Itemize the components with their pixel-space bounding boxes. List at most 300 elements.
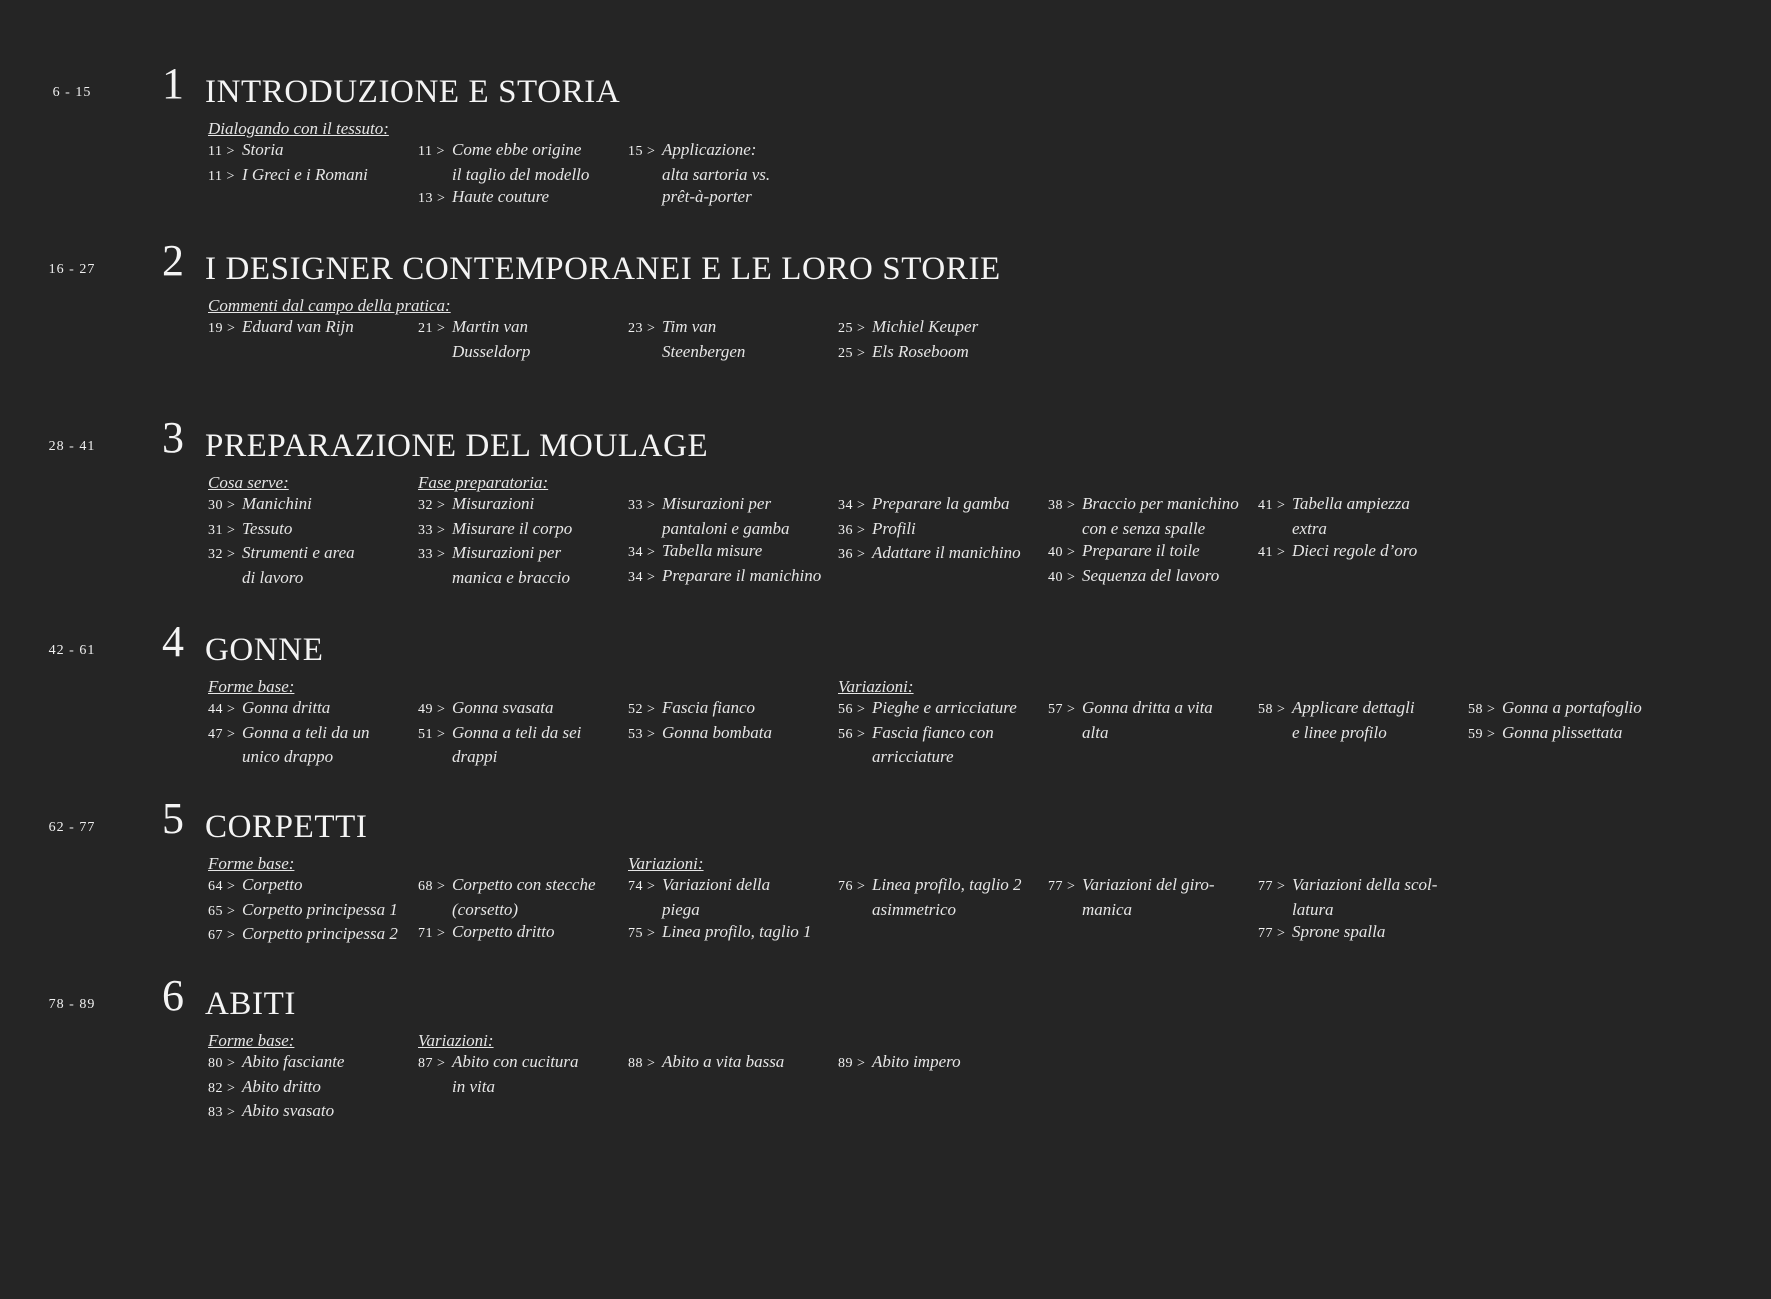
column-heading: Cosa serve:: [208, 473, 289, 492]
entry-column: [838, 1051, 1043, 1076]
entry-title: di lavoro: [242, 567, 304, 587]
entry-page-number: 11 >: [418, 144, 445, 159]
entry-line: [628, 316, 833, 341]
entry-title: Abito a vita bassa: [662, 1052, 785, 1071]
entry-line: [1048, 899, 1253, 922]
toc-entry[interactable]: [838, 341, 1043, 366]
toc-entry[interactable]: [628, 540, 833, 565]
entry-title: Corpetto con stecche: [452, 875, 596, 894]
entry-column: [628, 1051, 833, 1076]
entry-title: Gonna dritta a vita: [1082, 698, 1213, 717]
chapter-title: CORPETTI: [205, 809, 368, 845]
entry-line: [628, 139, 833, 164]
entry-column: [1468, 697, 1673, 746]
toc-entry[interactable]: [838, 697, 1043, 722]
entry-title: Fascia fianco: [662, 698, 756, 717]
entry-page-number: 47 >: [208, 726, 236, 742]
entry-page-number: 82 >: [208, 1080, 236, 1096]
entry-column: [1258, 697, 1463, 744]
entry-page-number: 77 >: [1258, 879, 1286, 894]
toc-entry[interactable]: [1258, 540, 1463, 565]
toc-entry[interactable]: [208, 164, 413, 189]
entry-title: prêt-à-porter: [662, 187, 752, 206]
toc-entry[interactable]: [838, 722, 1043, 769]
toc-entry[interactable]: [1048, 540, 1253, 565]
entry-column: [1258, 493, 1463, 565]
entry-title: Haute couture: [452, 187, 550, 206]
entry-page-number: 74 >: [628, 879, 656, 894]
entry-line: [208, 899, 413, 924]
entry-line: [838, 493, 1043, 518]
entry-page-number: 25 >: [838, 321, 866, 336]
entry-title: Abito fasciante: [242, 1052, 345, 1071]
toc-entry[interactable]: [628, 139, 833, 209]
column-heading: Forme base:: [208, 1031, 295, 1050]
column-heading: Variazioni:: [838, 677, 914, 696]
entry-column: [628, 139, 833, 209]
entry-column: [1048, 493, 1253, 589]
entry-page-number: 34 >: [838, 498, 866, 513]
page-range: 42 - 61: [48, 643, 96, 658]
column-heading: Variazioni:: [628, 854, 704, 873]
entry-column: [418, 874, 623, 946]
entry-line: [208, 542, 413, 567]
entry-line: [418, 139, 623, 164]
entry-page-number: 56 >: [838, 702, 866, 717]
entry-line: [418, 567, 623, 590]
entry-title: Gonna plissettata: [1502, 722, 1623, 742]
toc-entry[interactable]: [208, 1100, 413, 1125]
toc-entry[interactable]: [418, 722, 623, 769]
toc-entry[interactable]: [628, 697, 833, 722]
toc-entry[interactable]: [838, 493, 1043, 518]
toc-entry[interactable]: [838, 316, 1043, 341]
entry-column: [208, 853, 413, 948]
entry-line: [628, 1051, 833, 1076]
entry-page-number: 36 >: [838, 522, 866, 538]
entry-title: Manichini: [242, 494, 312, 513]
page-range: 62 - 77: [48, 820, 96, 835]
entry-line: [1258, 874, 1463, 899]
entry-title: Pieghe e arricciature: [872, 698, 1017, 717]
entry-column: [208, 118, 413, 188]
toc-entry[interactable]: [418, 921, 623, 946]
toc-entry[interactable]: [418, 542, 623, 589]
chapter-title: I DESIGNER CONTEMPORANEI E LE LORO STORIE: [205, 251, 1001, 287]
toc-entry[interactable]: [208, 518, 413, 543]
column-heading: Forme base:: [208, 677, 295, 696]
toc-entry[interactable]: [418, 139, 623, 186]
entry-title: Corpetto dritto: [452, 922, 555, 941]
entry-page-number: 56 >: [838, 726, 866, 742]
entry-column: [418, 472, 623, 589]
entry-title: extra: [1292, 518, 1327, 538]
page-range: 28 - 41: [48, 439, 96, 454]
entry-title: Misurazioni: [452, 494, 535, 513]
toc-entry[interactable]: [418, 697, 623, 722]
entry-column: [418, 1030, 623, 1098]
entry-line: [208, 746, 413, 769]
entry-line: [1048, 722, 1253, 745]
entry-column: [418, 316, 623, 363]
entry-title: Applicazione:: [662, 140, 757, 159]
chapter-number: 4: [162, 617, 184, 666]
entry-title: Michiel Keuper: [872, 317, 979, 336]
entry-column: [628, 697, 833, 746]
entry-line: [1468, 722, 1673, 747]
entry-page-number: 34 >: [628, 569, 656, 585]
toc-entry[interactable]: [1048, 493, 1253, 540]
entry-page-number: 38 >: [1048, 498, 1076, 513]
toc-entry[interactable]: [628, 565, 833, 590]
entry-title: Misurare il corpo: [452, 518, 573, 538]
entry-title: Variazioni della: [662, 875, 771, 894]
chapter-number: 6: [162, 971, 184, 1020]
toc-entry[interactable]: [838, 1051, 1043, 1076]
toc-entry[interactable]: [418, 1051, 623, 1098]
toc-entry[interactable]: [1258, 874, 1463, 921]
entry-line: [418, 1051, 623, 1076]
entry-title: Gonna bombata: [662, 722, 773, 742]
toc-entry[interactable]: [418, 493, 623, 518]
entry-title: Corpetto: [242, 875, 303, 894]
entry-line: [628, 697, 833, 722]
toc-entry[interactable]: [208, 542, 413, 589]
toc-entry[interactable]: [208, 1076, 413, 1101]
entry-page-number: 76 >: [838, 879, 866, 894]
entry-title: Dusseldorp: [452, 341, 531, 361]
entry-title: Linea profilo, taglio 2: [872, 875, 1022, 894]
entry-line: [628, 186, 833, 209]
entry-title: Storia: [242, 140, 284, 159]
entry-title: Abito con cucitura: [452, 1052, 579, 1071]
column-heading: Fase preparatoria:: [418, 473, 549, 492]
entry-title: piega: [662, 899, 700, 919]
entry-column: [628, 493, 833, 589]
entry-line: [1258, 921, 1463, 946]
entry-title: asimmetrico: [872, 899, 957, 919]
entry-page-number: 40 >: [1048, 569, 1076, 585]
entry-title: Corpetto principessa 1: [242, 899, 398, 919]
entry-line: [1048, 518, 1253, 541]
entry-title: Fascia fianco con: [872, 722, 994, 742]
entry-line: [1258, 722, 1463, 745]
entry-title: Tabella ampiezza: [1292, 494, 1410, 513]
entry-page-number: 33 >: [628, 498, 656, 513]
entry-page-number: 34 >: [628, 545, 656, 560]
entry-title: arricciature: [872, 747, 954, 766]
entry-page-number: 77 >: [1048, 879, 1076, 894]
toc-entry[interactable]: [208, 1051, 413, 1076]
entry-title: Tim van: [662, 317, 717, 336]
entry-line: [628, 164, 833, 187]
entry-title: Abito impero: [872, 1052, 961, 1071]
entry-title: manica e braccio: [452, 567, 571, 587]
toc-entry[interactable]: [418, 874, 623, 921]
toc-entry[interactable]: [838, 874, 1043, 921]
entry-page-number: 88 >: [628, 1056, 656, 1071]
toc-entry[interactable]: [1468, 697, 1673, 722]
entry-column: [1048, 697, 1253, 744]
entry-line: [628, 874, 833, 899]
toc-entry[interactable]: [418, 186, 623, 211]
entry-title: Eduard van Rijn: [242, 317, 354, 336]
entry-line: [1048, 697, 1253, 722]
toc-entry[interactable]: [1048, 565, 1253, 590]
entry-title: latura: [1292, 899, 1334, 919]
chapter-number: 5: [162, 794, 184, 843]
entry-title: pantaloni e gamba: [662, 518, 790, 538]
entry-page-number: 13 >: [418, 191, 446, 206]
entry-line: [208, 923, 413, 948]
entry-line: [208, 567, 413, 590]
toc-entry[interactable]: [628, 874, 833, 921]
entry-line: [418, 316, 623, 341]
entry-line: [838, 746, 1043, 769]
entry-line: [418, 164, 623, 187]
page-range: 16 - 27: [48, 262, 96, 277]
entry-line: [1258, 518, 1463, 541]
entry-column: [418, 139, 623, 211]
column-heading: Commenti dal campo della pratica:: [208, 296, 451, 315]
entry-column: [1258, 874, 1463, 946]
entry-line: [418, 746, 623, 769]
entry-page-number: 36 >: [838, 547, 866, 562]
column-heading: Forme base:: [208, 854, 295, 873]
entry-page-number: 11 >: [208, 144, 235, 159]
toc-entry[interactable]: [838, 542, 1043, 567]
toc-entry[interactable]: [628, 722, 833, 747]
entry-line: [208, 722, 413, 747]
entry-title: Variazioni della scol-: [1292, 875, 1438, 894]
toc-entry[interactable]: [838, 518, 1043, 543]
entry-line: [418, 921, 623, 946]
entry-page-number: 41 >: [1258, 545, 1286, 560]
entry-line: [208, 518, 413, 543]
column-heading: Variazioni:: [418, 1031, 494, 1050]
entry-line: [628, 722, 833, 747]
entry-page-number: 21 >: [418, 321, 446, 336]
entry-column: [1048, 874, 1253, 921]
entry-title: alta sartoria vs.: [662, 164, 771, 184]
entry-page-number: 65 >: [208, 903, 236, 919]
chapter-number: 2: [162, 236, 184, 285]
chapter-number: 3: [162, 413, 184, 462]
toc-entry[interactable]: [208, 899, 413, 924]
toc-entry[interactable]: [418, 316, 623, 363]
toc-entry[interactable]: [208, 139, 413, 164]
entry-column: [418, 697, 623, 769]
entry-title: e linee profilo: [1292, 722, 1387, 742]
toc-entry[interactable]: [418, 518, 623, 543]
entry-line: [628, 341, 833, 364]
entry-line: [418, 1076, 623, 1099]
toc-entry[interactable]: [1258, 493, 1463, 540]
entry-title: Adattare il manichino: [872, 543, 1021, 562]
entry-line: [1048, 565, 1253, 590]
entry-title: Gonna dritta: [242, 698, 331, 717]
entry-page-number: 80 >: [208, 1056, 236, 1071]
entry-title: Dieci regole d’oro: [1292, 541, 1418, 560]
entry-title: Sequenza del lavoro: [1082, 565, 1220, 585]
entry-title: drappi: [452, 747, 498, 766]
entry-page-number: 33 >: [418, 522, 446, 538]
entry-page-number: 68 >: [418, 879, 446, 894]
page-range: 78 - 89: [48, 997, 96, 1012]
entry-title: Gonna a portafoglio: [1502, 698, 1642, 717]
entry-line: [208, 164, 413, 189]
entry-title: Applicare dettagli: [1292, 698, 1415, 717]
entry-page-number: 58 >: [1468, 702, 1496, 717]
toc-entry[interactable]: [1048, 697, 1253, 744]
entry-line: [838, 899, 1043, 922]
entry-line: [208, 1100, 413, 1125]
toc-entry[interactable]: [208, 316, 413, 341]
entry-line: [838, 874, 1043, 899]
entry-line: [1048, 874, 1253, 899]
entry-line: [1258, 697, 1463, 722]
entry-line: [838, 341, 1043, 366]
entry-title: I Greci e i Romani: [242, 164, 368, 184]
entry-page-number: 58 >: [1258, 702, 1286, 717]
entry-title: con e senza spalle: [1082, 518, 1206, 538]
entry-page-number: 87 >: [418, 1056, 446, 1071]
entry-page-number: 11 >: [208, 168, 235, 184]
entry-column: [838, 676, 1043, 769]
entry-column: [208, 472, 413, 589]
entry-title: Variazioni del giro-: [1082, 875, 1215, 894]
toc-entry[interactable]: [208, 923, 413, 948]
entry-line: [838, 316, 1043, 341]
entry-column: [208, 676, 413, 769]
entry-page-number: 49 >: [418, 702, 446, 717]
chapter-title: INTRODUZIONE E STORIA: [205, 74, 621, 110]
entry-line: [1048, 540, 1253, 565]
entry-title: Preparare il toile: [1082, 541, 1200, 560]
entry-page-number: 30 >: [208, 498, 236, 513]
entry-page-number: 83 >: [208, 1105, 236, 1120]
chapter-number: 1: [162, 59, 184, 108]
entry-column: [838, 493, 1043, 567]
entry-line: [418, 542, 623, 567]
entry-title: unico drappo: [242, 747, 334, 766]
entry-title: alta: [1082, 722, 1109, 742]
entry-line: [1258, 493, 1463, 518]
entry-line: [628, 493, 833, 518]
entry-title: in vita: [452, 1076, 495, 1096]
entry-title: Braccio per manichino: [1082, 494, 1239, 513]
toc-entry[interactable]: [1468, 722, 1673, 747]
toc-entry[interactable]: [208, 493, 413, 518]
entry-title: Martin van: [452, 317, 529, 336]
entry-title: Gonna a teli da sei: [452, 722, 582, 742]
entry-page-number: 23 >: [628, 321, 656, 336]
entry-title: Strumenti e area: [242, 543, 355, 562]
entry-title: Tessuto: [242, 518, 293, 538]
entry-line: [628, 899, 833, 922]
toc-entry[interactable]: [1258, 921, 1463, 946]
chapter-title: GONNE: [205, 632, 324, 668]
toc-entry[interactable]: [628, 1051, 833, 1076]
page-range: 6 - 15: [52, 85, 92, 100]
entry-page-number: 57 >: [1048, 702, 1076, 717]
entry-title: Gonna a teli da un: [242, 722, 370, 742]
toc-entry[interactable]: [208, 697, 413, 722]
chapter-title: ABITI: [205, 986, 296, 1022]
toc-entry[interactable]: [628, 921, 833, 946]
entry-line: [418, 493, 623, 518]
entry-line: [208, 139, 413, 164]
entry-title: Steenbergen: [662, 341, 746, 361]
toc-entry[interactable]: [628, 316, 833, 363]
entry-line: [838, 1051, 1043, 1076]
entry-title: Corpetto principessa 2: [242, 924, 398, 943]
toc-entry[interactable]: [1258, 697, 1463, 744]
entry-line: [838, 697, 1043, 722]
entry-line: [208, 1076, 413, 1101]
entry-line: [838, 542, 1043, 567]
entry-line: [418, 697, 623, 722]
entry-line: [838, 518, 1043, 543]
entry-line: [1258, 899, 1463, 922]
entry-title: Linea profilo, taglio 1: [662, 922, 812, 941]
entry-page-number: 53 >: [628, 726, 656, 742]
entry-title: Preparare la gamba: [872, 494, 1010, 513]
entry-title: il taglio del modello: [452, 164, 590, 184]
entry-page-number: 41 >: [1258, 498, 1286, 513]
entry-line: [208, 316, 413, 341]
entry-line: [418, 341, 623, 364]
entry-line: [1048, 493, 1253, 518]
entry-page-number: 15 >: [628, 144, 656, 159]
entry-line: [628, 565, 833, 590]
entry-column: [628, 853, 833, 946]
entry-line: [628, 518, 833, 541]
entry-line: [418, 899, 623, 922]
entry-page-number: 71 >: [418, 926, 446, 941]
entry-line: [1468, 697, 1673, 722]
entry-column: [838, 316, 1043, 365]
entry-title: Misurazioni per: [452, 543, 562, 562]
entry-page-number: 40 >: [1048, 545, 1076, 560]
entry-page-number: 52 >: [628, 702, 656, 717]
entry-page-number: 77 >: [1258, 926, 1286, 941]
toc-entry[interactable]: [208, 874, 413, 899]
entry-page-number: 32 >: [418, 498, 446, 513]
entry-column: [838, 874, 1043, 921]
entry-line: [418, 874, 623, 899]
entry-title: Preparare il manichino: [662, 565, 822, 585]
entry-title: Els Roseboom: [872, 341, 969, 361]
entry-title: Misurazioni per: [662, 494, 772, 513]
entry-line: [628, 921, 833, 946]
entry-line: [628, 540, 833, 565]
entry-page-number: 33 >: [418, 547, 446, 562]
entry-line: [208, 493, 413, 518]
entry-page-number: 51 >: [418, 726, 446, 742]
toc-entry[interactable]: [208, 722, 413, 769]
entry-title: (corsetto): [452, 899, 519, 919]
entry-column: [628, 316, 833, 363]
entry-title: manica: [1082, 899, 1133, 919]
entry-title: Sprone spalla: [1292, 922, 1386, 941]
entry-page-number: 25 >: [838, 345, 866, 361]
toc-entry[interactable]: [628, 493, 833, 540]
entry-line: [1258, 540, 1463, 565]
entry-title: Profili: [872, 518, 916, 538]
toc-entry[interactable]: [1048, 874, 1253, 921]
entry-page-number: 59 >: [1468, 726, 1496, 742]
